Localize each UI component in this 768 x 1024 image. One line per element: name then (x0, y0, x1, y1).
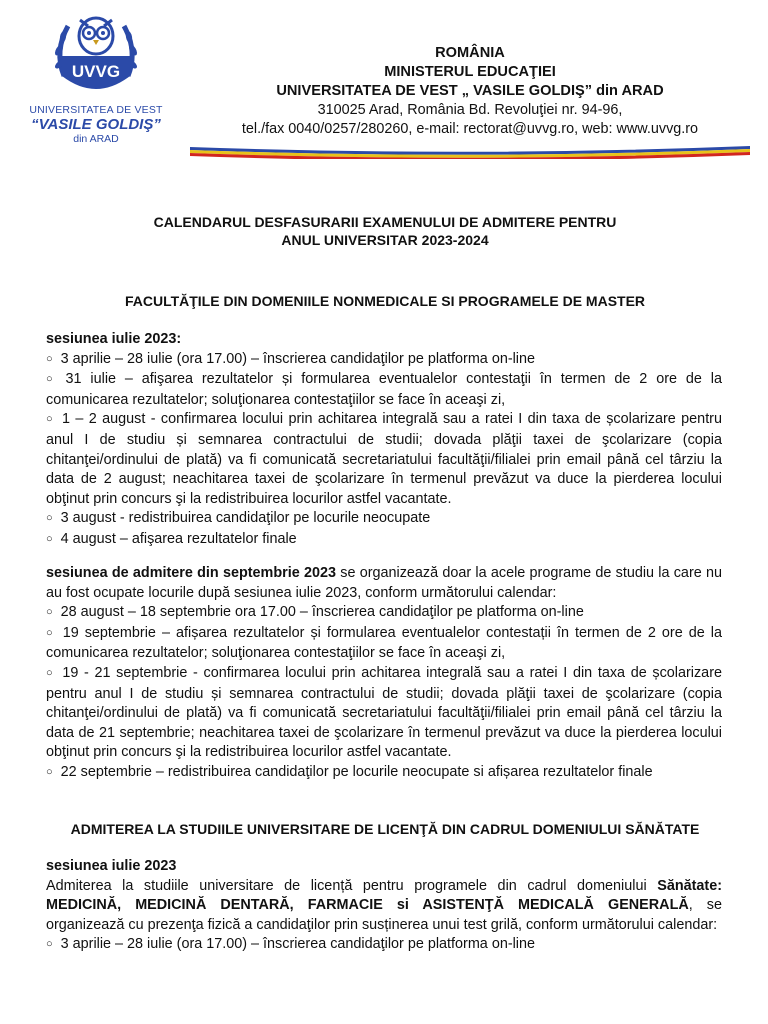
section1-heading: FACULTĂŢILE DIN DOMENIILE NONMEDICALE SI PROGRAMELE DE MASTER (124, 293, 646, 309)
logo-line-1: UNIVERSITATEA DE VEST (29, 104, 163, 116)
list-item: ○ 4 august – afişarea rezultatelor finale (46, 530, 722, 551)
logo-line-3: din ARAD (73, 133, 119, 145)
list-item: ○ 3 aprilie – 28 iulie (ora 17.00) – înscrierea candidaţilor pe platforma on-line (46, 935, 722, 956)
section1-july (46, 330, 722, 551)
letterhead (200, 44, 740, 139)
list-item: ○ 19 septembrie – afișarea rezultatelor și formularea eventualelor contestații în termen de 2 ore de la comunicarea rezultatelor; soluţionarea contestaţiilor se face în aceaşi zi, (46, 624, 722, 664)
document-title: CALENDARUL DESFASURARII EXAMENULUI DE ADMITERE PENTRU ANUL UNIVERSITAR 2023-2024 (153, 214, 617, 248)
list-item: ○ 28 august – 18 septembrie ora 17.00 – înscrierea candidaţilor pe platforma on-line (46, 603, 722, 624)
header-contact: tel./fax 0040/0257/280260, e-mail: rectorat@uvvg.ro, web: www.uvvg.ro (241, 121, 699, 137)
flag-stripe (190, 145, 750, 159)
svg-text:UVVG: UVVG (71, 62, 121, 81)
september-intro: sesiunea de admitere din septembrie 2023 se organizează doar la acele programe de studiu la care nu au fost ocupate locurile după sesiunea iulie 2023, conform următorului calendar: (46, 565, 722, 601)
university-logo (26, 6, 166, 156)
list-item: ○ 22 septembrie – redistribuirea candidaţilor pe locurile neocupate si afișarea rezultatelor finale (46, 763, 722, 784)
health-session-label: sesiunea iulie 2023 (46, 858, 177, 874)
header-address: 310025 Arad, România Bd. Revoluţiei nr. 94-96, (317, 102, 623, 118)
crest-icon (50, 6, 142, 102)
july-session-label: sesiunea iulie 2023: (46, 331, 182, 347)
section1-september (46, 564, 722, 784)
header-university: UNIVERSITATEA DE VEST „ VASILE GOLDIŞ” din ARAD (276, 83, 664, 99)
list-item: ○ 3 august - redistribuirea candidaţilor pe locurile neocupate (46, 509, 722, 530)
list-item: ○ 1 – 2 august - confirmarea locului prin achitarea integrală sau a ratei I din taxa de școlarizare pentru anul I de studiu și semnarea contractului de studii; dovada plăţii taxei de şcolarizare (copia chitanţei/ordinului de plată) va fi comunicată secretariatului facultăţii/filialei prin email până cel târziu la data de 2 august; neachitarea taxei de şcolarizare în termenul prevăzut va duce la pierderea locului obţinut prin concurs şi la redistribuirea locurilor astfel vacantate. (46, 410, 722, 509)
header-ministry: MINISTERUL EDUCAŢIEI (384, 64, 556, 80)
section2-heading: ADMITEREA LA STUDIILE UNIVERSITARE DE LICENŢĂ DIN CADRUL DOMENIULUI SĂNĂTATE (70, 821, 700, 837)
list-item: ○ 31 iulie – afişarea rezultatelor și formularea eventualelor contestaţii în termen de 2 ore de la comunicarea rezultatelor; soluţionarea contestaţiilor se face în aceaşi zi, (46, 370, 722, 410)
logo-line-2: “VASILE GOLDIŞ” (31, 116, 161, 133)
list-item: ○ 19 - 21 septembrie - confirmarea locului prin achitarea integrală sau a ratei I din taxa de școlarizare pentru anul I de studiu și semnarea contractului de studii; dovada plăţii taxei de şcolarizare (copia chitanţei/ordinului de plată) va fi comunicată secretariatului facultăţii/filialei prin email până cel târziu la data de 21 septembrie; neachitarea taxei de şcolarizare în termenul prevăzut va duce la pierderea locului obţinut prin concurs şi la redistribuirea locurilor astfel vacantate. (46, 664, 722, 763)
health-paragraph: Admiterea la studiile universitare de licență pentru programele din cadrul domeniului Sănătate: MEDICINĂ, MEDICINĂ DENTARĂ, FARMACIE si ASISTENŢĂ MEDICALĂ GENERALĂ, se organizează cu prezenţa fizică a candidaţilor prin susținerea unui test grilă, conform următorului calendar: (46, 877, 722, 933)
section2-body (46, 857, 722, 956)
list-item: ○ 3 aprilie – 28 iulie (ora 17.00) – înscrierea candidaţilor pe platforma on-line (46, 350, 722, 371)
header-country: ROMÂNIA (435, 45, 505, 61)
